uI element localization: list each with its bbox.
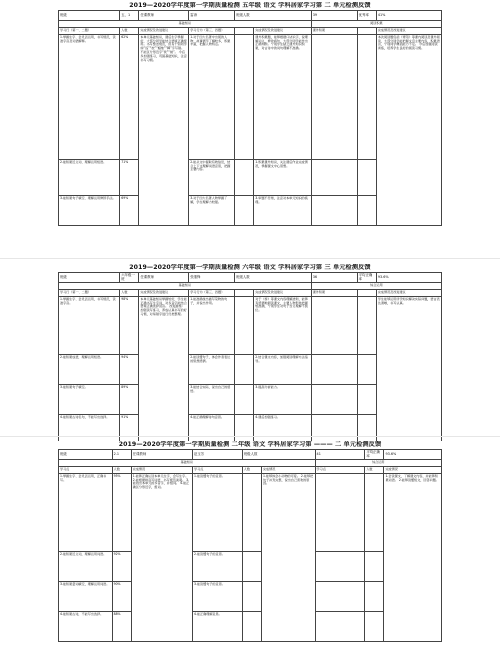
count-value: 41 (315, 450, 365, 460)
learning-point: 3.能积累句子填空。 (59, 385, 120, 415)
col-header: 人数 (242, 467, 261, 474)
col-header: 课外积累 (311, 28, 357, 35)
feedback: 2.结合课文内容，加强阅读理解方法指导。 (254, 355, 311, 385)
section-right: 综合运用 (315, 460, 441, 467)
learning-point: 2.能读懂句子的意思。 (193, 552, 243, 582)
percent: 98% (120, 297, 139, 355)
feedback: 1.会读课文，了解课文内容，并能够积累词语。 2.能够读懂短文，回答问题。 (384, 474, 442, 642)
count-label: 班级人数 (235, 273, 312, 283)
teacher-value: 赵玉芳 (193, 450, 243, 460)
feedback: 1.能够正确认读本单元生字，会写生字。 2.能根据拼音写词语，书写规范美观。 3.能找出本单元的多音字，并组词。 4.能正确区分形近字，组词。 (131, 474, 192, 642)
learning-point: 1.能读懂句子的意思。 (193, 474, 243, 552)
col-header: 学习点 (193, 467, 243, 474)
rate-value: 41% (376, 11, 441, 21)
learning-point: 3.对于四大名著人物掌握了解，学生理解力较强。 (189, 196, 235, 226)
section-left: 基础知识 (59, 460, 316, 467)
section-left: 基础知识 (59, 283, 312, 290)
report-sheet-3 (58, 441, 442, 642)
percent: 92% (112, 552, 131, 582)
col-header: 人数 (365, 467, 384, 474)
section-right: 阅读积累 (311, 21, 441, 28)
feedback: 学生能够运用所学知识解决实际问题，语言表达清晰，书写认真。 (376, 297, 441, 445)
teacher-value: 张继锋 (189, 273, 235, 283)
feedback: 本次阅读题包括《青陌》等课内阅读及课外阅读，大部分同学能把握文章主要内容，积累语言，个别同学概括能力不足。 今后加强阅读训练，培养学生良好的阅读习惯。 (376, 35, 441, 226)
percent: 71% (120, 160, 139, 196)
percent: 94% (120, 355, 139, 385)
feedback: 4.课后加强练习。 (254, 415, 311, 445)
percent: 89% (120, 385, 139, 415)
col-header: 完成情况及改进建议 (376, 28, 441, 35)
report-sheet-2 (58, 264, 442, 445)
col-header: 完成情况 (261, 467, 315, 474)
col-header: 完成情况及改进建议 (254, 28, 311, 35)
section-left: 基础知识 (59, 21, 312, 28)
teacher-value: 雷涛 (189, 11, 235, 21)
col-header: 课外积累 (311, 290, 357, 297)
feedback: 对于《桥》等课文内容理解透彻，能够有感情地朗读课文，主要人物形象把握较准确，个别学生对句子含义理解不到位。 (254, 297, 311, 355)
teacher-label: 任课教师 (139, 11, 189, 21)
count-value: 39 (311, 11, 357, 21)
col-header: 完成情况 (131, 467, 192, 474)
class-label: 班级 (59, 450, 113, 460)
learning-point: 2.能读懂句子，体会作者表达的思想感情。 (189, 355, 235, 385)
rate-value: 93.6% (376, 273, 441, 283)
col-header: 完成情况 (384, 467, 442, 474)
table-row (59, 297, 442, 355)
col-header (357, 290, 376, 297)
learning-point: 2.能积累近义词、理解运用短语。 (59, 160, 120, 196)
teacher-label: 任课教师 (139, 273, 189, 283)
col-header (235, 290, 254, 297)
learning-point: 1.对于四大名著中出现的人物、故事情节了解较多，积累丰富，把握人物特点。 (189, 35, 235, 160)
divider (0, 436, 500, 437)
class-value: 六年级一班 (120, 273, 139, 283)
col-header: 人数 (120, 290, 139, 297)
learning-point: 3.能积累句子填空、理解运用修辞手法。 (59, 196, 120, 226)
learning-point: 2.能从文中提取有效信息，结合上下文理解词语意思，把握主要内容。 (189, 160, 235, 196)
learning-point: 4.能积累古诗，不能写出选择。 (59, 612, 113, 642)
rate-value: 93.6% (384, 450, 442, 460)
percent: 91% (120, 415, 139, 445)
col-header: 人数 (120, 28, 139, 35)
report-sheet-1 (58, 2, 442, 226)
rate-label: 平均正确率 (357, 273, 376, 283)
count-label: 班级人数 (235, 11, 312, 21)
col-header: 完成情况及改进建议 (139, 28, 189, 35)
teacher-label: 任课教师 (131, 450, 192, 460)
section-right: 综合运用 (311, 283, 441, 290)
learning-point: 1.掌握生字、会灵活运用，书写规范，读准字音及词语解释。 (59, 35, 120, 160)
rate-label: 优秀率 (357, 11, 376, 21)
rate-label: 平均正确率 (365, 450, 384, 460)
class-label: 班级 (59, 11, 120, 21)
learning-point: 4.能正确理解诗句意思。 (189, 415, 235, 445)
feedback: 本单元基础知识掌握较好，学生能正确书写生字词，对多音字能结合语境正确选择读音。 改进措施：加强读写练习，养成认真书写的好习惯，对易错字进行归类整理。 (139, 297, 189, 445)
divider (0, 258, 500, 259)
col-header: 学习行（第一、二题） (59, 290, 120, 297)
feedback: 课外积累题，能够根据口诀识字，说理解词义，修改病句，大部分同学能作出正确判断。个别学生缺乏课外知识积累，对古诗中的词句理解不准确。 (254, 35, 311, 160)
report-table (58, 272, 442, 445)
col-header: 学习行为（第三、四题） (189, 28, 235, 35)
count-label: 班级人数 (242, 450, 315, 460)
learning-point: 3.能读懂句子的意思。 (193, 582, 243, 612)
sheet-title: 2019—2020学年度第一学期质量检测 五年级 语文 学科居家学习第 二 单元检测反馈 (129, 2, 371, 9)
report-table (58, 449, 442, 642)
col-header: 完成情况及改进建议 (376, 290, 441, 297)
feedback: 3.审题不仔细，注意对本单元知识的梳理。 (254, 196, 311, 226)
col-header: 完成情况及改进建议 (139, 290, 189, 297)
col-header (235, 28, 254, 35)
col-header: 人数 (112, 467, 131, 474)
learning-point: 3.能结合实际，说出自己的感悟。 (189, 385, 235, 415)
table-row (59, 474, 442, 552)
report-table (58, 10, 442, 226)
feedback: 本单元基础知识，课后生字掌握好，大部分同学能结合语境正确使用。书写整洁规范，但有个别同学如“巡”“挖”“蜡烛”“瞬”字写错。不能区分形近字“侯”“候”。 今后多加强练习，巩固基础知识，注意书写习惯。 (139, 35, 189, 226)
feedback: 1.积累课外知识，关注课后作业完成情况，掌握课文中心思想。 (254, 160, 311, 196)
class-value: 2.1 (112, 450, 131, 460)
percent: 88% (112, 612, 131, 642)
learning-point: 4.能正确理解意思。 (193, 612, 243, 642)
col-header (357, 28, 376, 35)
learning-point: 2.能积累成语，理解运用短语。 (59, 355, 120, 385)
feedback: 3.提高分析能力。 (254, 385, 311, 415)
table-row (59, 35, 442, 160)
col-header: 学习行为（第三、四题） (189, 290, 235, 297)
learning-point: 4.能积累古诗名句，不能写出选择。 (59, 415, 120, 445)
learning-point: 1.掌握生字、会灵活运用，正确书写。 (59, 474, 113, 552)
sheet-title: 2019—2020学年度第一学期质量检测 六年级 语文 学科居家学习第 三 单元检测反馈 (129, 264, 371, 271)
sheet-title: 2019—2020学年度第一学期质量检测 二年级 语文 学科居家学习第 ——— 二 单元检测反馈 (118, 441, 382, 448)
class-label: 班级 (59, 273, 120, 283)
col-header: 学习点 (59, 467, 113, 474)
col-header: 学习点 (315, 467, 365, 474)
percent: 69% (120, 196, 139, 226)
feedback: 1.能够体会小动物的可爱。 2.能够把句子补充完整，说出自己喜欢的原因。 (261, 474, 315, 642)
col-header: 学习行（第一、二题） (59, 28, 120, 35)
percent: 62% (120, 35, 139, 160)
percent: 90% (112, 582, 131, 612)
learning-point: 1.掌握生字、会灵活运用，书写规范，读准字音。 (59, 297, 120, 355)
percent: 95% (112, 474, 131, 552)
learning-point: 1.能准确找出描写景物的句子，并说出作用。 (189, 297, 235, 355)
count-value: 36 (311, 273, 357, 283)
learning-point: 2.能积累近义词，理解运用词语。 (59, 552, 113, 582)
col-header: 完成情况及改进建议 (254, 290, 311, 297)
learning-point: 3.能积累量词填空，理解运用词语。 (59, 582, 113, 612)
class-value: 五、1 (120, 11, 139, 21)
